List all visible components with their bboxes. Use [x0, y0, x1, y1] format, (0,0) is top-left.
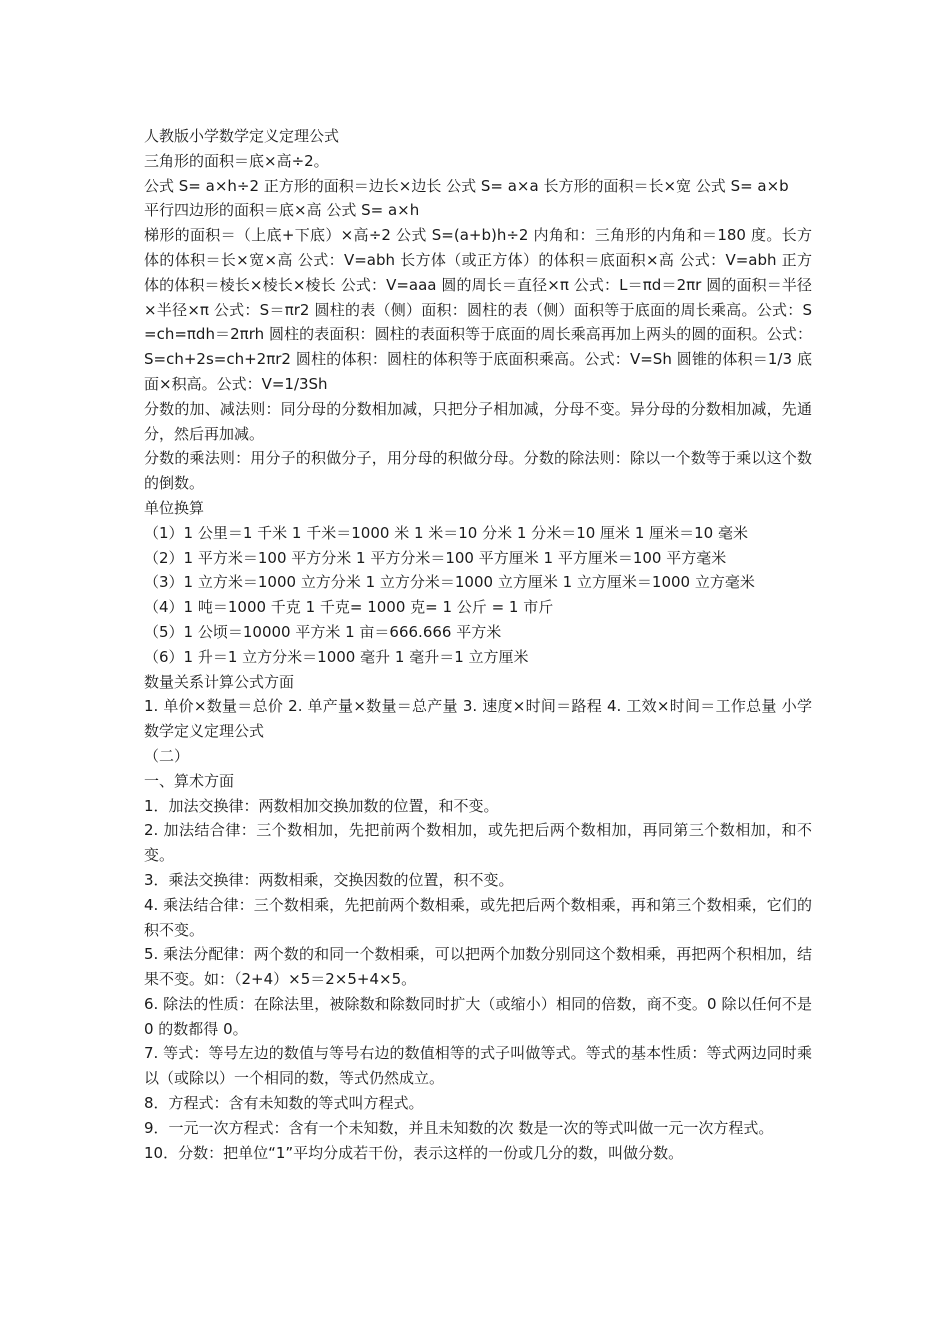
list-item-division-property: 6. 除法的性质：在除法里，被除数和除数同时扩大（或缩小）相同的倍数，商不变。0 除以任何不是 0 的数都得 0。	[144, 994, 812, 1038]
paragraph-triangle-area: 三角形的面积＝底×高÷2。	[144, 151, 329, 170]
paragraph-weight-units: （4）1 吨＝1000 千克 1 千克= 1000 克= 1 公斤 = 1 市斤	[144, 598, 554, 617]
paragraph-volume-units: （3）1 立方米＝1000 立方分米 1 立方分米＝1000 立方厘米 1 立方厘米＝1000 立方毫米	[144, 573, 755, 592]
section-heading-quantity-relations: 数量关系计算公式方面	[144, 672, 295, 691]
paragraph-capacity-units: （6）1 升＝1 立方分米＝1000 毫升 1 毫升＝1 立方厘米	[144, 647, 529, 666]
list-item-distributive-law: 5. 乘法分配律：两个数的和同一个数相乘，可以把两个加数分别同这个数相乘，再把两个积相加，结果不变。如：（2+4）×5＝2×5+4×5。	[144, 945, 812, 989]
section-heading-arithmetic: 一、算术方面	[144, 771, 235, 790]
paragraph-area-units: （2）1 平方米＝100 平方分米 1 平方分米＝100 平方厘米 1 平方厘米＝100 平方毫米	[144, 548, 727, 567]
paragraph-land-units: （5）1 公顷＝10000 平方米 1 亩＝666.666 平方米	[144, 622, 502, 641]
paragraph-area-formulas: 公式 S= a×h÷2 正方形的面积＝边长×边长 公式 S= a×a 长方形的面积＝长×宽 公式 S= a×b	[144, 176, 789, 195]
list-item-associative-multiplication: 4. 乘法结合律：三个数相乘，先把前两个数相乘，或先把后两个数相乘，再和第三个数相乘，它们的积不变。	[144, 895, 812, 939]
list-item-associative-addition: 2. 加法结合律：三个数相加，先把前两个数相加，或先把后两个数相加，再同第三个数相加，和不变。	[144, 821, 812, 865]
list-item-commutative-multiplication: 3．乘法交换律：两数相乘，交换因数的位置，积不变。	[144, 870, 514, 889]
paragraph-length-units: （1）1 公里＝1 千米 1 千米＝1000 米 1 米＝10 分米 1 分米＝10 厘米 1 厘米＝10 毫米	[144, 523, 748, 542]
section-heading-unit-conversion: 单位换算	[144, 498, 205, 517]
paragraph-volume-formulas: 梯形的面积＝（上底+下底）×高÷2 公式 S=(a+b)h÷2 内角和：三角形的内角和＝180 度。长方体的体积＝长×宽×高 公式：V=abh 长方体（或正方体）的体积＝底面积×高 公式：V=abh 正方体的体积＝棱长×棱长×棱长 公式：V=aaa 圆的周长＝直径×π 公式：L＝πd＝2πr 圆的面积＝半径×半径×π 公式：S＝πr2 圆柱的表（侧）面积：圆柱的表（侧）面积等于底面的周长乘高。公式：S=ch=πdh＝2πrh 圆柱的表面积：圆柱的表面积等于底面的周长乘高再加上两头的圆的面积。公式：S=ch+2s=ch+2πr2 圆柱的体积：圆柱的体积等于底面积乘高。公式：V=Sh 圆锥的体积＝1/3 底面×积高。公式：V=1/3Sh	[144, 226, 812, 393]
document-body	[144, 124, 812, 1165]
list-item-equation-definition: 7. 等式：等号左边的数值与等号右边的数值相等的式子叫做等式。等式的基本性质：等式两边同时乘以（或除以）一个相同的数，等式仍然成立。	[144, 1044, 812, 1088]
list-item-equation-with-unknown: 8．方程式：含有未知数的等式叫方程式。	[144, 1094, 424, 1113]
paragraph-fraction-add-subtract: 分数的加、减法则：同分母的分数相加减，只把分子相加减，分母不变。异分母的分数相加减，先通分，然后再加减。	[144, 399, 812, 443]
list-item-linear-equation: 9．一元一次方程式：含有一个未知数，并且未知数的次 数是一次的等式叫做一元一次方程式。	[144, 1118, 774, 1137]
list-item-fraction-definition: 10．分数：把单位“1”平均分成若干份，表示这样的一份或几分的数，叫做分数。	[144, 1143, 684, 1162]
section-heading-part-two: （二）	[144, 746, 190, 765]
paragraph-quantity-formulas: 1. 单价×数量＝总价 2. 单产量×数量＝总产量 3. 速度×时间＝路程 4. 工效×时间＝工作总量 小学数学定义定理公式	[144, 697, 812, 741]
paragraph-parallelogram-area: 平行四边形的面积＝底×高 公式 S= a×h	[144, 201, 420, 220]
document-title: 人教版小学数学定义定理公式	[144, 127, 340, 145]
list-item-commutative-addition: 1．加法交换律：两数相加交换加数的位置，和不变。	[144, 796, 499, 815]
paragraph-fraction-multiply-divide: 分数的乘法则：用分子的积做分子，用分母的积做分母。分数的除法则：除以一个数等于乘以这个数的倒数。	[144, 449, 812, 493]
